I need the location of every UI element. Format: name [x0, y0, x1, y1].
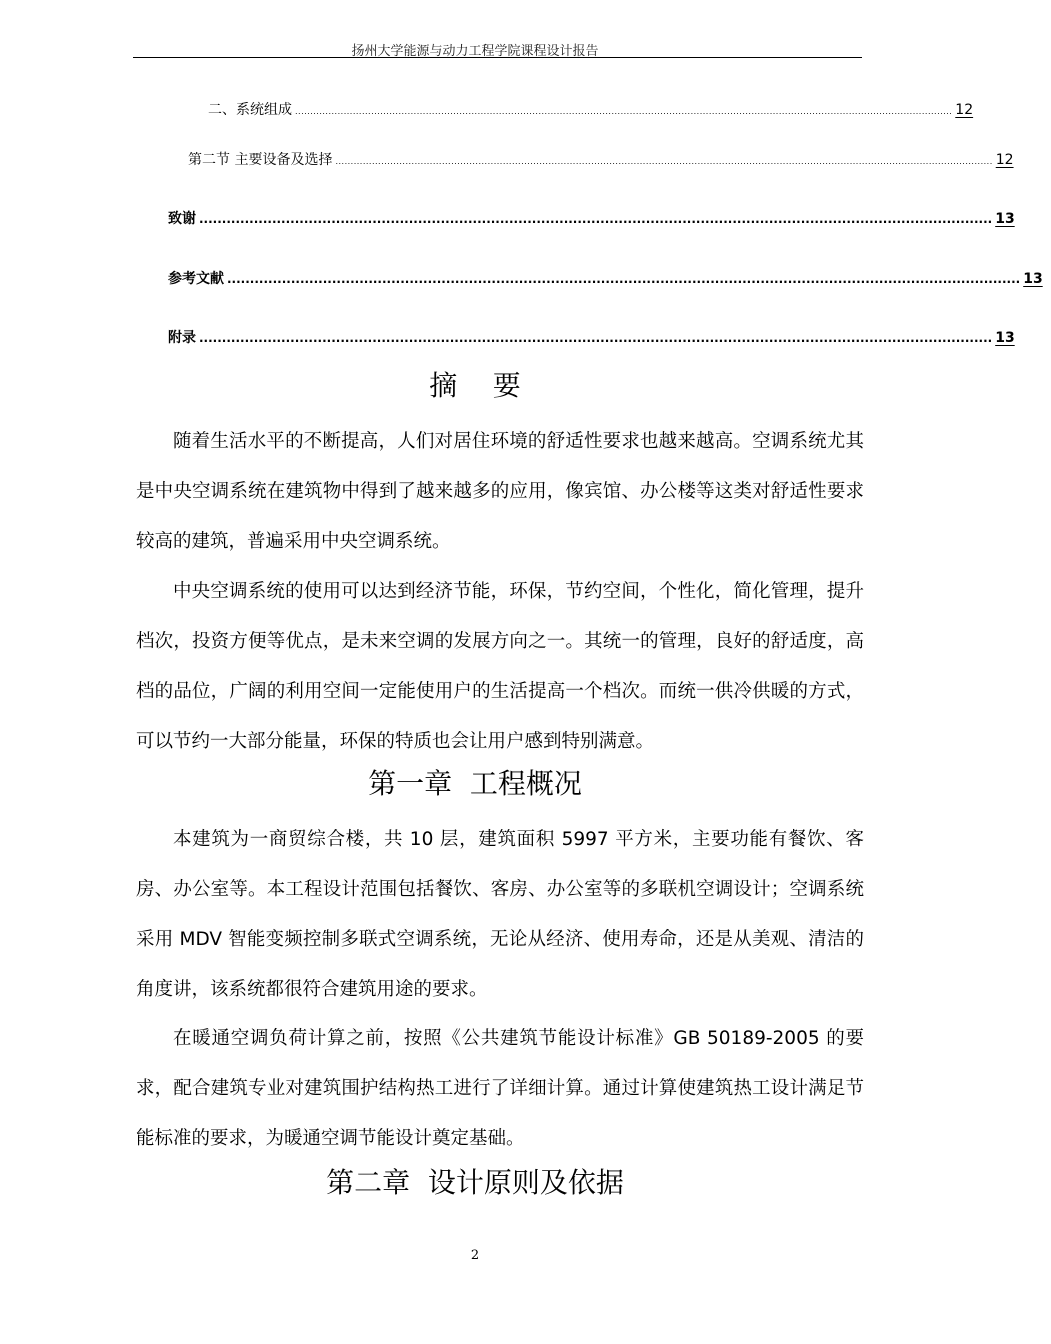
- toc-entry-references[interactable]: [168, 268, 1043, 288]
- page-number: 2: [470, 1248, 480, 1263]
- toc-entry-page: 13: [1023, 271, 1043, 287]
- toc-entry-system-composition[interactable]: [208, 99, 974, 119]
- toc-entry-page: 12: [955, 102, 974, 118]
- toc-entry-main-equipment[interactable]: [188, 149, 1014, 169]
- toc-entry-page: 12: [995, 152, 1014, 168]
- abstract-title: 摘 要: [429, 369, 521, 402]
- toc-entry-label: 参考文献: [168, 271, 224, 287]
- toc-entry-label: 第二节 主要设备及选择: [188, 152, 333, 168]
- toc-entry-label: 附录: [168, 330, 196, 346]
- toc-entry-acknowledgements[interactable]: [168, 208, 1015, 228]
- toc-entry-page: 13: [995, 211, 1015, 227]
- chapter-1-title: 第一章 工程概况: [368, 767, 582, 800]
- toc-leader-dots: ..............................................................................................................................................................................: [199, 331, 993, 345]
- running-header: 扬州大学能源与动力工程学院课程设计报告: [351, 44, 599, 59]
- header-rule: [133, 57, 862, 58]
- toc-leader-dots: ..............................................................................................................................................................................: [199, 212, 993, 226]
- chapter-2-title: 第二章 设计原则及依据: [326, 1166, 624, 1199]
- abstract-paragraph-2: 中央空调系统的使用可以达到经济节能，环保，节约空间，个性化，简化管理，提升档次，投资方便等优点，是未来空调的发展方向之一。其统一的管理，良好的舒适度，高档的品位，广阔的利用空间一定能使用户的生活提高一个档次。而统一供冷供暖的方式，可以节约一大部分能量，环保的特质也会让用户感到特别满意。: [136, 581, 864, 752]
- chapter-1-paragraph-1: 本建筑为一商贸综合楼，共 10 层，建筑面积 5997 平方米，主要功能有餐饮、客房、办公室等。本工程设计范围包括餐饮、客房、办公室等的多联机空调设计；空调系统采用 MDV 智能变频控制多联式空调系统，无论从经济、使用寿命，还是从美观、清洁的角度讲，该系统都很符合建筑用途的要求。: [136, 829, 864, 1000]
- chapter-1-paragraph-2: 在暖通空调负荷计算之前，按照《公共建筑节能设计标准》GB 50189-2005 的要求，配合建筑专业对建筑围护结构热工进行了详细计算。通过计算使建筑热工设计满足节能标准的要求，为暖通空调节能设计奠定基础。: [136, 1028, 864, 1149]
- toc-entry-label: 二、系统组成: [208, 102, 292, 118]
- toc-entry-appendix[interactable]: [168, 327, 1015, 347]
- toc-entry-page: 13: [995, 330, 1015, 346]
- toc-leader-dots: ........................................................................................................................................................................................................................: [295, 107, 953, 116]
- toc-leader-dots: ........................................................................................................................................................................................................................: [335, 157, 993, 166]
- toc-leader-dots: ..............................................................................................................................................................................: [227, 272, 1021, 286]
- toc-entry-label: 致谢: [168, 211, 196, 227]
- abstract-paragraph-1: 随着生活水平的不断提高，人们对居住环境的舒适性要求也越来越高。空调系统尤其是中央空调系统在建筑物中得到了越来越多的应用，像宾馆、办公楼等这类对舒适性要求较高的建筑，普遍采用中央空调系统。: [136, 431, 864, 552]
